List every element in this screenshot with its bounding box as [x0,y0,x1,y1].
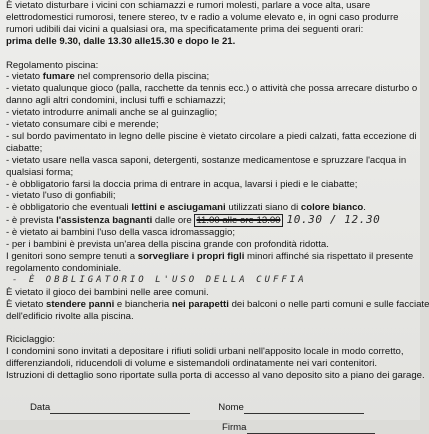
rule-text: I genitori sono sempre tenuti a [6,251,138,263]
quiet-hours: prima delle 9.30, dalle 13.30 alle15.30 e dopo le 21. [6,35,236,47]
rule-text: È vietato [6,298,46,310]
rule-line: ciabatte; [6,142,43,154]
rule-text: dalle ore [152,215,195,227]
pool-rules-heading: Regolamento piscina: [6,59,99,71]
name-label: Nome [218,401,244,413]
rule-text: - è prevista [6,215,57,227]
rule-no-smoking [6,71,416,83]
rule-no-games: È vietato il gioco dei bambini nelle aree comuni. [6,286,209,298]
date-label: Data [30,401,51,413]
recycling-heading: Riciclaggio: [6,334,56,346]
rule-lifeguard [6,214,416,227]
handwritten-hours: 10.30 / 12.30 [286,213,381,227]
rule-laundry-cont: dell'edificio rivolte alla piscina. [6,310,134,322]
rule-line: - vietato consumare cibi e merende; [6,119,159,131]
rule-emphasis: l'assistenza bagnanti [56,215,153,227]
rule-line: - per i bambini è prevista un'area della piscina grande con profondità ridotta. [6,239,329,251]
rule-text: - vietato [6,71,43,83]
intro-line: rumori udibili dai vicini a qualsiasi ora, ma specificatamente prima dei seguenti orari: [6,23,364,35]
recycling-line: differenziandoli, riducendoli di volume e sistemandoli ordinatamente nei vari contenitori. [6,358,377,370]
rule-emphasis: colore bianco [300,202,364,214]
signature-row [6,402,416,414]
intro-line: È vietato disturbare i vicini con schiamazzi e rumori molesti, parlare a voce alta, usare [6,0,371,11]
rule-laundry [6,298,429,311]
signature-row [6,422,416,434]
rule-line: qualsiasi forma; [6,166,74,178]
rule-text: e biancheria [114,298,172,310]
regulations-text [6,0,429,434]
rule-line: - vietato l'uso di gonfiabili; [6,190,116,202]
rule-text: utilizzati siano di [225,202,301,214]
rule-line: - è obbligatorio farsi la doccia prima di entrare in acqua, lavarsi i piedi e le ciabatte; [6,178,358,190]
rule-line: - è vietato ai bambini l'uso della vasca idromassaggio; [6,227,236,239]
rule-line: - vietato qualunque gioco (palla, racchette da tennis ecc.) o attività che possa arrecare disturbo o [6,83,418,95]
parents-notice [6,251,416,263]
name-field[interactable] [244,404,364,414]
rule-line: - vietato introdurre animali anche se al guinzaglio; [6,107,218,119]
handwritten-swim-cap-note: - È OBBLIGATORIO L'USO DELLA CUFFIA [12,274,307,285]
struck-out-hours: 11.00 alle ore 13.00 [196,215,281,227]
rule-line: danno agli altri condomini, inclusi tuffi e schiamazzi; [6,95,226,107]
rule-text: . [363,202,366,214]
rule-text: - è obbligatorio che eventuali [6,202,132,214]
date-field[interactable] [50,404,190,414]
rule-emphasis: lettini e asciugamani [131,202,226,214]
recycling-line: Istruzioni di dettaglio sono riportate sulla porta di accesso al vano deposito sito a piano dei garage. [6,370,425,382]
signature-field[interactable] [247,424,375,434]
rule-emphasis: stendere panni [46,298,115,310]
rule-text: dei balconi o nelle parti comuni e sulle facciate [228,298,429,310]
rule-text: nel comprensorio della piscina; [74,71,210,83]
intro-line: elettrodomestici rumorosi, tenere stereo, tv e radio a volume elevato e, in ogni caso produrre [6,11,399,23]
signature-label: Firma [222,421,247,433]
rule-emphasis: sorvegliare i propri figli [137,251,245,263]
rule-emphasis: nei parapetti [171,298,229,310]
parents-notice-cont: regolamento condominiale. [6,262,122,274]
rule-line: - sul bordo pavimentato in legno delle piscine è vietato circolare a piedi calzati, fatta eccezione di [6,130,417,142]
recycling-line: I condomini sono invitati a depositare i rifiuti solidi urbani nell'apposito locale in modo corretto, [6,346,404,358]
rule-text: minori affinché sia rispettato il presente [244,251,414,263]
rule-line: - vietato usare nella vasca saponi, detergenti, sostanze medicamentose e spruzzare l'acqua in [6,154,407,166]
rule-emphasis: fumare [42,71,75,83]
